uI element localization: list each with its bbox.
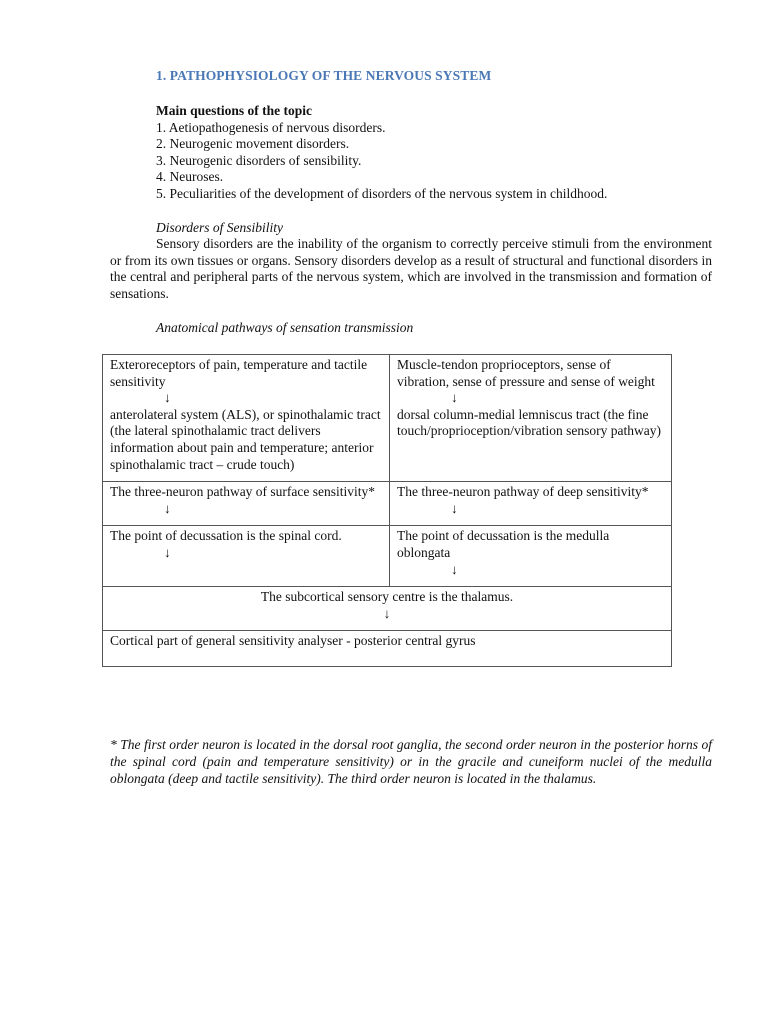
cell-text: Muscle-tendon proprioceptors, sense of vibration, sense of pressure and sense of weight xyxy=(397,357,655,389)
cell-text: anterolateral system (ALS), or spinothalamic tract (the lateral spinothalamic tract delivers information about pain and temperature; anterior spinothalamic tract – crude touch) xyxy=(110,406,381,472)
down-arrow-icon: ↓ xyxy=(451,561,458,577)
table-row xyxy=(103,631,672,667)
pathways-table xyxy=(102,354,672,667)
question-item: 4. Neuroses. xyxy=(156,169,224,185)
table-cell xyxy=(103,526,390,587)
table-cell xyxy=(103,631,672,667)
table-cell xyxy=(103,587,672,631)
cell-text: The point of decussation is the spinal cord. xyxy=(110,528,342,544)
cell-text: Exteroreceptors of pain, temperature and tactile sensitivity xyxy=(110,357,368,389)
down-arrow-icon: ↓ xyxy=(164,544,171,560)
main-questions-heading: Main questions of the topic xyxy=(156,103,313,118)
cell-text: The three-neuron pathway of deep sensitivity* xyxy=(397,484,649,500)
table-row xyxy=(103,482,672,526)
question-item: 1. Aetiopathogenesis of nervous disorders. xyxy=(156,119,386,135)
down-arrow-icon: ↓ xyxy=(164,390,171,406)
cell-text: Cortical part of general sensitivity analyser - posterior central gyrus xyxy=(110,633,476,649)
table-cell xyxy=(390,526,672,587)
question-item: 3. Neurogenic disorders of sensibility. xyxy=(156,152,362,168)
table-cell xyxy=(103,355,390,482)
down-arrow-icon: ↓ xyxy=(451,390,458,406)
cell-text: The point of decussation is the medulla oblongata xyxy=(397,528,610,560)
down-arrow-icon: ↓ xyxy=(383,605,391,621)
cell-text: The subcortical sensory centre is the thalamus. xyxy=(260,589,514,605)
table-cell xyxy=(390,482,672,526)
down-arrow-icon: ↓ xyxy=(451,500,458,516)
cell-text: dorsal column-medial lemniscus tract (the fine touch/proprioception/vibration sensory pathway) xyxy=(397,406,661,439)
down-arrow-icon: ↓ xyxy=(164,500,171,516)
section-subtitle: Disorders of Sensibility xyxy=(156,220,283,235)
section-paragraph: Sensory disorders are the inability of the organism to correctly perceive stimuli from the environment or from its own tissues or organs. Sensory disorders develop as a result of structural and functional disorders in the central and peripheral parts of the nervous system, which are involved in the transmission and formation of sensations. xyxy=(110,236,712,301)
sensibility-section xyxy=(110,220,712,302)
table-caption: Anatomical pathways of sensation transmission xyxy=(156,320,414,335)
footnote: * The first order neuron is located in the dorsal root ganglia, the second order neuron in the posterior horns of the spinal cord (pain and temperature sensitivity) or in the gracile and cuneiform nuclei of the medulla oblongata (deep and tactile sensitivity). The third order neuron is located in the thalamus. xyxy=(110,737,712,786)
cell-text: The three-neuron pathway of surface sensitivity* xyxy=(110,484,376,500)
table-row xyxy=(103,587,672,631)
main-questions xyxy=(156,103,607,203)
question-item: 5. Peculiarities of the development of disorders of the nervous system in childhood. xyxy=(156,185,608,201)
table-cell xyxy=(390,355,672,482)
table-row xyxy=(103,355,672,482)
table-cell xyxy=(103,482,390,526)
table-row xyxy=(103,526,672,587)
document-title: 1. PATHOPHYSIOLOGY OF THE NERVOUS SYSTEM xyxy=(156,68,492,83)
question-item: 2. Neurogenic movement disorders. xyxy=(156,136,350,152)
